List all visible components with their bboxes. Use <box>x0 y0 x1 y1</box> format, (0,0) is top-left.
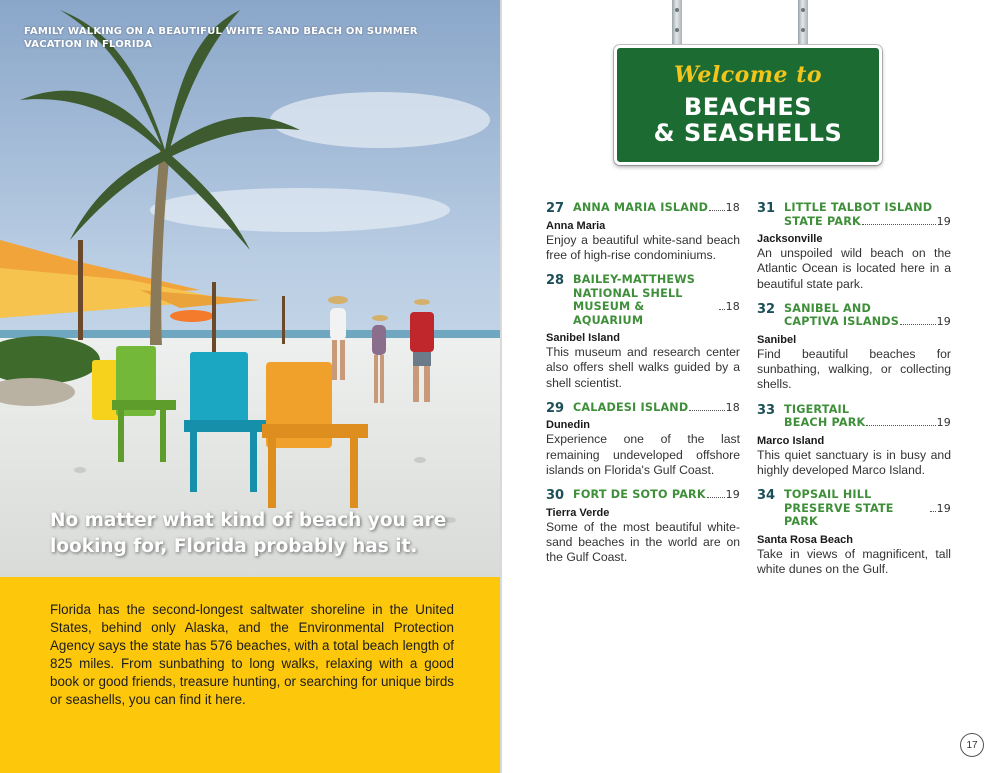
entry-name-line <box>784 302 951 316</box>
entries-column-left <box>546 201 740 576</box>
entry-number: 32 <box>757 301 776 317</box>
entry-name-line <box>784 201 951 215</box>
entry-page-ref: 19 <box>936 315 951 329</box>
entry-name-line <box>784 416 951 430</box>
entry-name-line <box>784 488 951 502</box>
location-entry <box>757 302 951 393</box>
entry-description: Enjoy a beautiful white-sand beach free of high-rise condominiums. <box>546 232 740 262</box>
entry-name-line <box>573 488 740 502</box>
location-entry <box>546 401 740 478</box>
intro-text: Florida has the second-longest saltwater shoreline in the United States, behind only Alaska, and the Environmental Protection Agency says the state has 576 beaches, with a total beach length of 825 miles. From sunbathing to long walks, relaxing with a good book or good friends, treasure hunting, or searching for unique birds or seashells, you can find it here. <box>50 602 454 707</box>
entry-name: SANIBEL AND <box>784 301 871 315</box>
entry-number: 27 <box>546 201 565 216</box>
beach-photo <box>0 0 500 577</box>
leader-dots <box>900 324 936 325</box>
entry-city: Sanibel Island <box>546 332 620 345</box>
entry-description: This quiet sanctuary is in busy and highly developed Marco Island. <box>757 447 951 478</box>
entry-name-line <box>784 502 951 529</box>
entry-number: 31 <box>757 201 776 216</box>
welcome-sign <box>614 45 882 165</box>
entry-description: Take in views of magnificent, tall white dunes on the Gulf. <box>757 546 951 577</box>
location-entry <box>546 273 740 391</box>
entry-name-line <box>573 201 740 215</box>
entry-description: Some of the most beautiful white-sand beaches in the world are on the Gulf Coast. <box>546 519 740 565</box>
intro-box <box>0 577 500 773</box>
sign-title-line-1: BEACHES <box>683 93 813 121</box>
photo-caption: FAMILY WALKING ON A BEAUTIFUL WHITE SAND BEACH ON SUMMER VACATION IN FLORIDA <box>24 26 418 50</box>
entry-description: An unspoiled wild beach on the Atlantic Ocean is located here in a beautiful state park. <box>757 246 951 291</box>
entry-page-ref: 19 <box>725 488 740 502</box>
entry-heading <box>757 201 951 228</box>
entry-page-ref: 18 <box>725 400 740 414</box>
entry-name-line <box>573 300 740 327</box>
yellow-chair <box>92 360 120 420</box>
entry-description: Experience one of the last remaining undeveloped offshore islands on Florida's Gulf Coast. <box>546 432 740 478</box>
entry-heading <box>546 273 740 327</box>
entry-page-ref: 19 <box>936 416 951 430</box>
leader-dots <box>689 410 724 411</box>
entry-name-line <box>784 315 951 329</box>
entry-description: Find beautiful beaches for sunbathing, walking, or collecting shells. <box>757 346 951 392</box>
entry-number: 33 <box>757 402 776 418</box>
entry-name: TIGERTAIL <box>784 402 850 416</box>
entry-name: LITTLE TALBOT ISLAND <box>784 201 933 214</box>
entry-page-ref: 19 <box>936 214 951 228</box>
entry-name-line <box>573 287 740 301</box>
entry-city: Sanibel <box>757 333 797 346</box>
entry-page-ref: 18 <box>725 201 740 214</box>
location-entry <box>546 488 740 565</box>
entry-number: 34 <box>757 488 776 504</box>
sign-title <box>617 94 879 146</box>
entry-name-line <box>784 403 951 417</box>
entries-column-right <box>757 201 951 587</box>
entry-name: PRESERVE STATE PARK <box>784 501 894 529</box>
entry-description: This museum and research center also offers shell walks guided by a shell scientist. <box>546 345 740 390</box>
right-page <box>502 0 1000 773</box>
entry-name: NATIONAL SHELL <box>573 286 683 300</box>
location-entry <box>757 201 951 292</box>
entry-number: 29 <box>546 400 565 416</box>
photo-overlay-quote: No matter what kind of beach you are looking for, Florida probably has it. <box>50 510 447 557</box>
location-entry <box>757 403 951 479</box>
entry-city: Tierra Verde <box>546 506 610 519</box>
entry-number: 30 <box>546 488 565 504</box>
entry-city: Dunedin <box>546 419 590 432</box>
entry-name-line <box>784 215 951 229</box>
sign-script-text: Welcome to <box>673 62 823 88</box>
leader-dots <box>862 224 936 225</box>
entry-heading <box>546 488 740 502</box>
entry-name: STATE PARK <box>784 214 861 228</box>
entry-page-ref: 18 <box>725 300 740 314</box>
entry-city: Anna Maria <box>546 219 606 232</box>
entry-name: BAILEY-MATTHEWS <box>573 273 696 287</box>
location-entry <box>546 201 740 263</box>
entry-city: Santa Rosa Beach <box>757 533 853 546</box>
entry-heading <box>757 302 951 329</box>
entry-name: CALADESI ISLAND <box>573 400 689 414</box>
entry-name: TOPSAIL HILL <box>784 488 872 502</box>
entry-name: MUSEUM & AQUARIUM <box>573 300 645 327</box>
location-entry <box>757 488 951 577</box>
entry-heading <box>546 401 740 415</box>
sign-post-right <box>798 0 808 47</box>
entry-city: Marco Island <box>757 434 825 447</box>
page-number: 17 <box>960 733 984 757</box>
entry-city: Jacksonville <box>757 233 823 245</box>
entry-name-line <box>573 401 740 415</box>
entry-page-ref: 19 <box>936 501 951 515</box>
entry-heading <box>757 488 951 529</box>
leader-dots <box>719 309 725 310</box>
entry-name-line <box>573 273 740 287</box>
entry-heading <box>757 403 951 430</box>
leader-dots <box>866 425 935 426</box>
entry-name: FORT DE SOTO PARK <box>573 488 706 502</box>
entry-heading <box>546 201 740 215</box>
leader-dots <box>707 497 725 498</box>
beach-illustration <box>0 0 500 577</box>
entry-name: ANNA MARIA ISLAND <box>573 201 709 214</box>
entry-name: BEACH PARK <box>784 416 866 430</box>
sign-post-left <box>672 0 682 47</box>
leader-dots <box>709 210 724 211</box>
entry-name: CAPTIVA ISLANDS <box>784 315 900 329</box>
sign-title-line-2: & SEASHELLS <box>653 119 843 147</box>
entry-number: 28 <box>546 273 565 289</box>
leader-dots <box>930 511 936 512</box>
